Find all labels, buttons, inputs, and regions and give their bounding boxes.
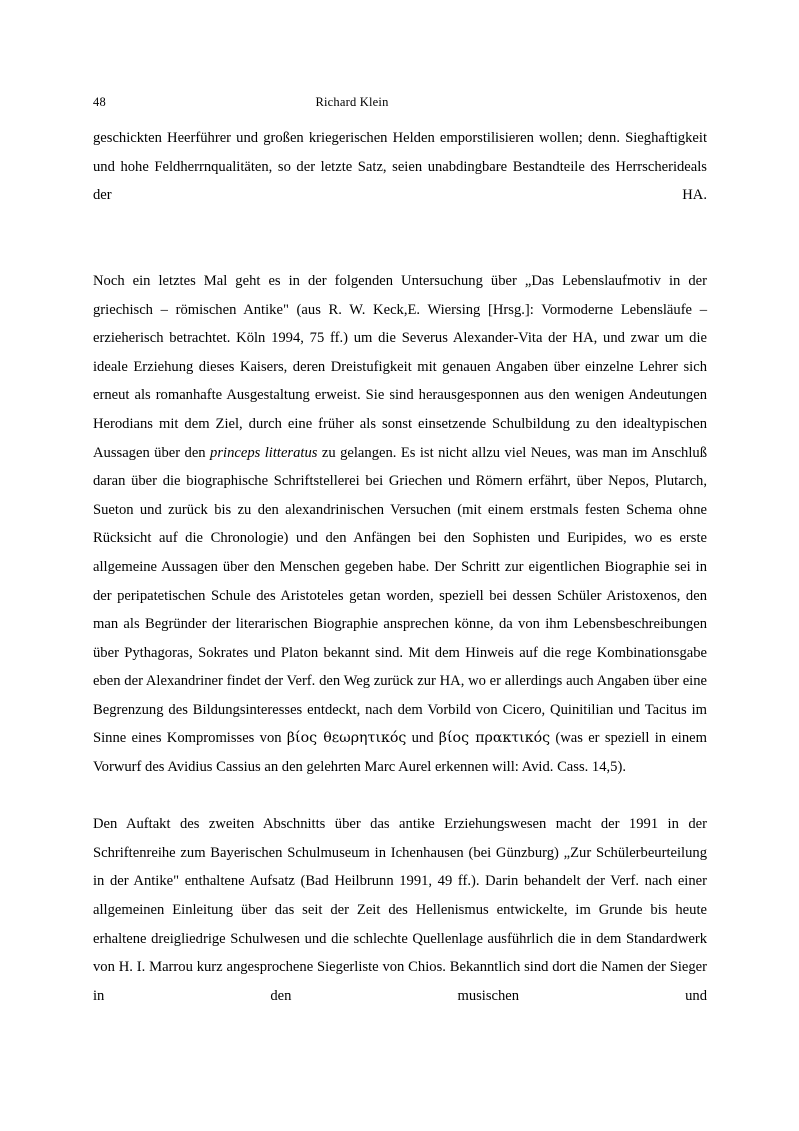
paragraph-2: [93, 267, 707, 782]
page-number: 48: [93, 95, 106, 109]
paragraph-2-segment-3: und: [406, 730, 439, 747]
running-title: Richard Klein: [315, 95, 389, 109]
body-text: [93, 124, 707, 1039]
paragraph-3: Den Auftakt des zweiten Abschnitts über das antike Erziehungswesen macht der 1991 in der Schriftenreihe zum Bayerischen Schulmuseum in Ichenhausen (bei Günzburg) „Zur Schülerbeurteilung in der Antike" enthaltene Aufsatz (Bad Heilbrunn 1991, 49 ff.). Darin behandelt der Verf. nach einer allgemeinen Einleitung über das seit der Zeit des Hellenismus entwickelte, im Grunde bis heute erhaltene dreigliedrige Schulwesen und die schlechte Quellenlage ausführlich die in dem Standardwerk von H. I. Marrou kurz angesprochene Siegerliste von Chios. Bekanntlich sind dort die Namen der Sieger in den musischen und: [93, 816, 707, 1004]
greek-term-bios-theoretikos: βίος θεωρητικός: [286, 730, 407, 747]
paragraph-1: geschickten Heerführer und großen kriegerischen Helden emporstilisieren wollen; denn. Sieghaftigkeit und hohe Feldherrnqualitäten, so der letzte Satz, seien unabdingbare Bestandteile des Herrscherideals der HA.: [93, 130, 707, 204]
latin-term-princeps-litteratus: princeps litteratus: [210, 444, 318, 461]
running-head: [93, 94, 707, 124]
paragraph-2-segment-4: (was er speziell in einem Vorwurf des Avidius Cassius an den gelehrten Marc Aurel erkennen will: Avid. Cass. 14,5).: [93, 730, 707, 776]
page-content: [93, 94, 707, 1039]
paragraph-2-segment-1: Noch ein letztes Mal geht es in der folgenden Untersuchung über „Das Lebenslaufmotiv in der griechisch – römischen Antike" (aus R. W. Keck,E. Wiersing [Hrsg.]: Vormoderne Lebensläufe – erzieherisch betrachtet. Köln 1994, 75 ff.) um die Severus Alexander-Vita der HA, und zwar um die ideale Erziehung dieses Kaisers, deren Dreistufigkeit mit genauen Angaben über einzelne Lehrer sich erneut als romanhafte Ausgestaltung erweist. Sie sind herausgesponnen aus den wenigen Andeutungen Herodians mit dem Ziel, durch eine früher als sonst einsetzende Schulbildung zu den idealtypischen Aussagen über den: [93, 272, 707, 461]
greek-term-bios-praktikos: βίος πρακτικός: [438, 730, 551, 747]
paragraph-2-segment-2: zu gelangen. Es ist nicht allzu viel Neues, was man im Anschluß daran über die biographische Schriftstellerei bei Griechen und Römern erfährt, über Nepos, Plutarch, Sueton und zurück bis zu den alexandrinischen Versuchen (mit einem erstmals festen Schema ohne Rücksicht auf die Chronologie) und den Anfängen bei den Sophisten und Euripides, wo es erste allgemeine Aussagen über den Menschen gegeben habe. Der Schritt zur eigentlichen Biographie sei in der peripatetischen Schule des Aristoteles getan worden, speziell bei dessen Schüler Aristoxenos, den man als Begründer der literarischen Biographie ansprechen könne, da von ihm Lebensbeschreibungen über Pythagoras, Sokrates und Platon bekannt sind. Mit dem Hinweis auf die rege Kombinationsgabe eben der Alexandriner findet der Verf. den Weg zurück zur HA, wo er allerdings auch Angaben über eine Begrenzung des Bildungsinteresses entdeckt, nach dem Vorbild von Cicero, Quinitilian und Tacitus im Sinne eines Kompromisses von: [93, 444, 707, 747]
